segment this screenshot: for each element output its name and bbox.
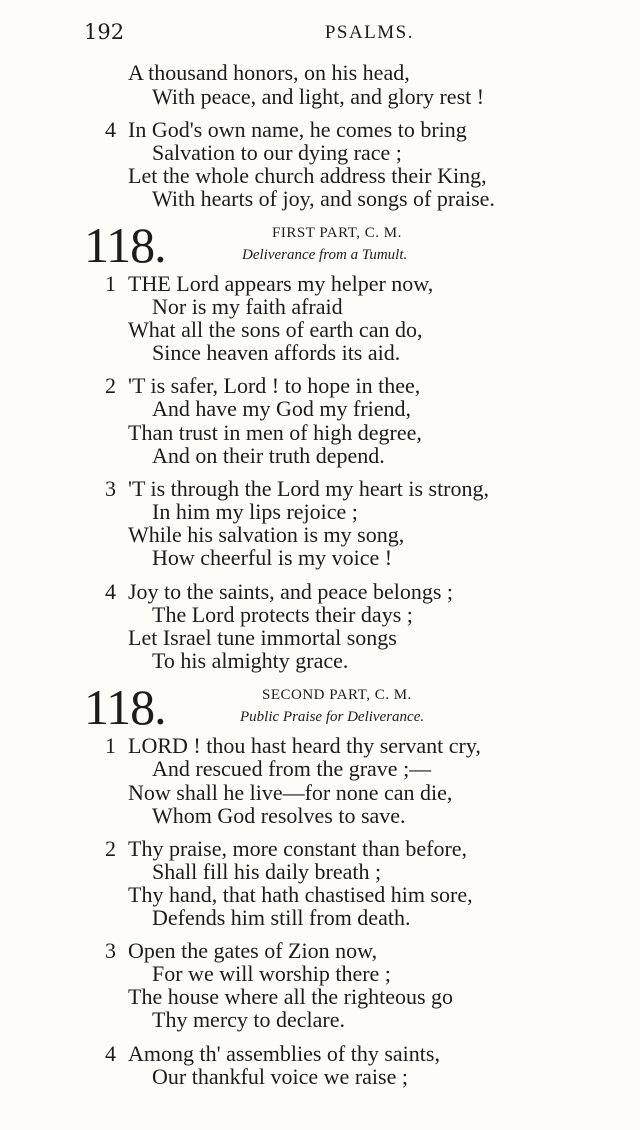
hymn-number: 118.	[84, 679, 166, 735]
verse-line: Let the whole church address their King,	[128, 163, 487, 188]
verse-line: Let Israel tune immortal songs	[128, 625, 397, 650]
verse-line: With peace, and light, and glory rest !	[152, 84, 485, 109]
verse-line: In God's own name, he comes to bring	[128, 117, 467, 142]
verse-line: Defends him still from death.	[152, 905, 411, 930]
stanza-number: 4	[105, 579, 116, 604]
verse-line: To his almighty grace.	[152, 648, 349, 673]
hymn-meter: SECOND PART, C. M.	[262, 687, 412, 703]
verse-line: 'T is through the Lord my heart is strong,	[128, 476, 490, 501]
running-title: PSALMS.	[324, 22, 414, 43]
stanza-number: 1	[105, 733, 116, 758]
verse-line: Whom God resolves to save.	[152, 803, 406, 828]
stanza-number: 4	[105, 117, 116, 142]
verse-line: Among th' assemblies of thy saints,	[128, 1041, 440, 1066]
stanza-number: 2	[105, 836, 116, 861]
verse-line: While his salvation is my song,	[128, 522, 405, 547]
verse-line: THE Lord appears my helper now,	[128, 271, 434, 296]
verse-line: Than trust in men of high degree,	[128, 420, 422, 445]
verse-line: For we will worship there ;	[152, 961, 391, 986]
running-head	[84, 20, 414, 48]
verse-line: The house where all the righteous go	[128, 984, 454, 1009]
verse-line: Salvation to our dying race ;	[152, 140, 402, 165]
verse-line: What all the sons of earth can do,	[128, 317, 423, 342]
hymn-meter: FIRST PART, C. M.	[272, 225, 402, 241]
stanza-number: 3	[105, 476, 116, 501]
verse-line: Now shall he live—for none can die,	[128, 780, 453, 805]
verse-line: Nor is my faith afraid	[152, 294, 343, 319]
stanza-number: 4	[105, 1041, 116, 1066]
verse-line: A thousand honors, on his head,	[128, 60, 410, 85]
verse-line: Open the gates of Zion now,	[128, 938, 378, 963]
verse-line: 'T is safer, Lord ! to hope in thee,	[128, 373, 421, 398]
verse-line: Since heaven affords its aid.	[152, 340, 401, 365]
verse-line: Our thankful voice we raise ;	[152, 1064, 408, 1089]
verse-line: Thy praise, more constant than before,	[128, 836, 468, 861]
verse-line: Joy to the saints, and peace belongs ;	[128, 579, 454, 604]
verse-line: In him my lips rejoice ;	[152, 499, 358, 524]
hymn-subtitle: Deliverance from a Tumult.	[242, 247, 408, 263]
hymn-subtitle: Public Praise for Deliverance.	[240, 709, 425, 725]
verse-line: With hearts of joy, and songs of praise.	[152, 186, 495, 211]
verse-line: Thy hand, that hath chastised him sore,	[128, 882, 473, 907]
verse-line: How cheerful is my voice !	[152, 545, 393, 570]
verse-line: Thy mercy to declare.	[152, 1007, 346, 1032]
verse-line: Shall fill his daily breath ;	[152, 859, 382, 884]
verse-line: And on their truth depend.	[152, 443, 385, 468]
verse-line: LORD ! thou hast heard thy servant cry,	[128, 733, 481, 758]
stanza-number: 2	[105, 373, 116, 398]
verse-line: And have my God my friend,	[152, 396, 412, 421]
verse-line: And rescued from the grave ;—	[152, 756, 432, 781]
stanza-number: 1	[105, 271, 116, 296]
page-number: 192	[84, 20, 125, 44]
verse-line: The Lord protects their days ;	[152, 602, 413, 627]
hymn-number: 118.	[84, 217, 166, 273]
stanza-number: 3	[105, 938, 116, 963]
